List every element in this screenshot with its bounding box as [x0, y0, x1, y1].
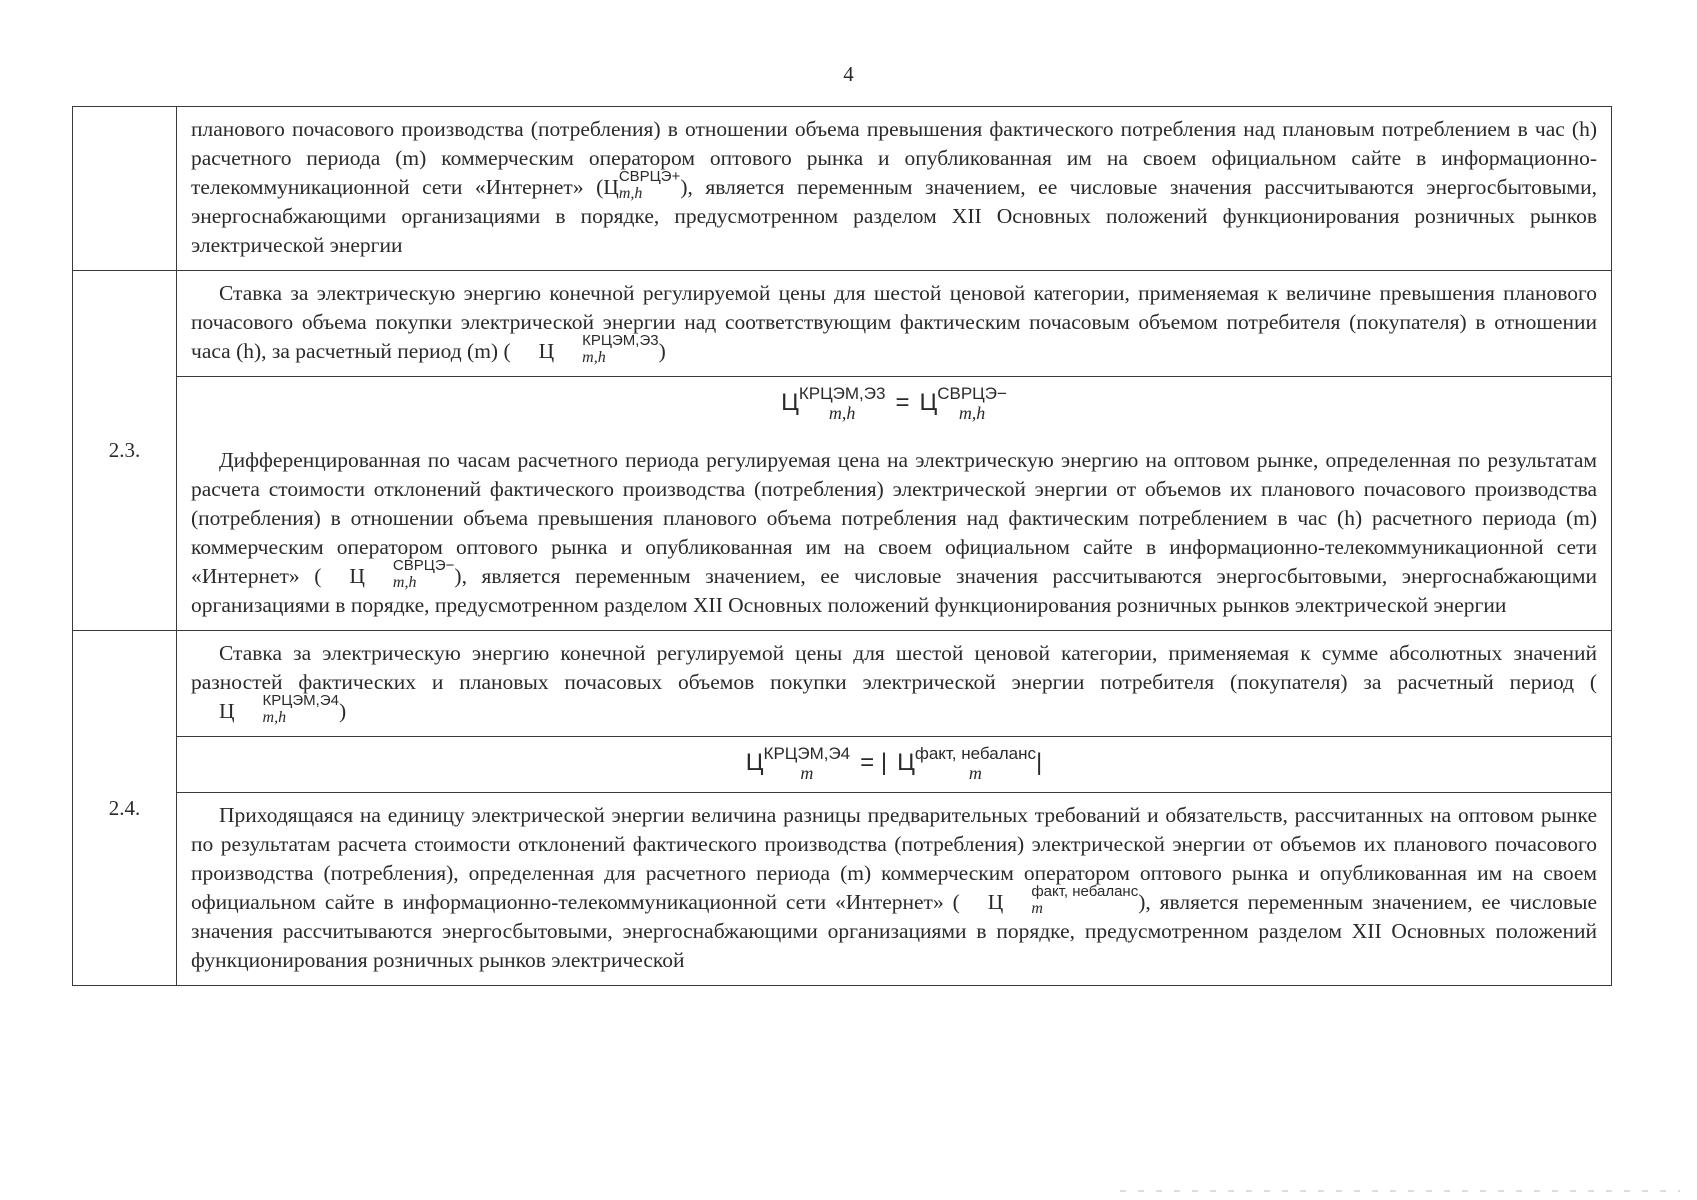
formula-rhs: [897, 744, 1036, 783]
symbol-subscript: m: [800, 763, 814, 783]
symbol-subscript: m,h: [392, 574, 417, 591]
paragraph-text: Дифференцированная по часам расчетного периода регулируемая цена на электрическую энергию на оптовом рынке, определенная по результатам расчета стоимости отклонений фактического производства (потребления) электрической энергии от объемов их планового почасового производства (потребления) в отношении объема превышения планового объема потребления над фактическим потреблением в час (h) расчетного периода (m) коммерческим оператором оптового рынка и опубликованная им на своем официальном сайте в информационно-телекоммуникационной сети «Интернет» (: [191, 448, 1597, 588]
table-row-2-4-definition: [73, 793, 1612, 986]
rate-description-cell: [177, 631, 1612, 737]
rate-paragraph: [191, 279, 1597, 366]
symbol-subscript: m: [968, 763, 982, 783]
scan-artifact: [1120, 1190, 1680, 1192]
formula-lhs: [745, 744, 851, 783]
symbol-base: Ц: [781, 389, 799, 416]
symbol-subscript: m,h: [262, 709, 287, 726]
paragraph-text: ): [338, 699, 347, 723]
table-row-2-3-definition: [73, 432, 1612, 631]
rate-description-cell: [177, 271, 1612, 377]
symbol-base: Ц: [538, 339, 555, 363]
table-row-2-4-formula: [73, 737, 1612, 793]
definition-cell: [177, 432, 1612, 631]
table-row-2-3-formula: [73, 377, 1612, 433]
paragraph-text: Ставка за электрическую энергию конечной регулируемой цены для шестой ценовой категории, применяемая к сумме абсолютных значений разностей фактических и плановых почасовых объемов покупки электрической энергии потребителя (покупателя) за расчетный период (: [191, 641, 1597, 694]
symbol-superscript: СВРЦЭ+: [618, 168, 681, 185]
formula-cell: [177, 737, 1612, 793]
symbol-base: Ц: [603, 175, 619, 199]
price-symbol: [321, 557, 455, 591]
paragraph-text: планового почасового производства (потребления) в отношении объема превышения фактического потребления над плановым потреблением в час (h) расчетного периода (m) коммерческим оператором оптового рынка и опубликованная им на своем официальном сайте в информационно-телекоммуникационной сети «Интернет» (: [191, 117, 1597, 199]
symbol-subscript: m,h: [958, 403, 986, 423]
table-row-2-3-rate: [73, 271, 1612, 377]
symbol-base: Ц: [349, 564, 365, 588]
paragraph-text: Приходящаяся на единицу электрической энергии величина разницы предварительных требований и обязательств, рассчитанных на оптовом рынке по результатам расчета стоимости отклонений фактического производства (потребления) электрической энергии от объемов их планового почасового производства (потребления), определенная для расчетного периода (m) коммерческим оператором оптового рынка и опубликованная им на своем официальном сайте в информационно-телекоммуникационной сети «Интернет» (: [191, 803, 1597, 914]
definition-paragraph: [191, 801, 1597, 975]
row-number-cell: [73, 107, 177, 271]
table-row-2-4-rate: [73, 631, 1612, 737]
paragraph-text: ): [658, 339, 666, 363]
paragraph-text: Ставка за электрическую энергию конечной регулируемой цены для шестой ценовой категории, применяемая к величине превышения планового почасового объема покупки электрической энергии над соответствующим фактическим почасовым объемом потребителя (покупателя) в отношении часа (h), за расчетный период (m) (: [191, 281, 1597, 363]
symbol-base: Ц: [987, 890, 1004, 914]
continuation-paragraph: [191, 115, 1597, 260]
formula-lhs: [781, 384, 886, 423]
continuation-text-cell: [177, 107, 1612, 271]
page-number: 4: [843, 62, 854, 86]
price-symbol: [603, 168, 681, 202]
symbol-superscript: КРЦЭМ,Э4: [763, 744, 851, 763]
symbol-superscript: КРЦЭМ,Э4: [262, 692, 339, 709]
formula-rhs: [919, 384, 1007, 423]
symbol-base: Ц: [919, 389, 938, 416]
symbol-superscript: факт, небаланс: [1031, 883, 1139, 900]
symbol-superscript: СВРЦЭ−: [937, 384, 1007, 403]
equals-sign: = |: [860, 749, 888, 776]
symbol-base: Ц: [897, 749, 915, 776]
table-row-continuation: [73, 107, 1612, 271]
symbol-base: Ц: [745, 749, 764, 776]
row-number-2-4: 2.4.: [73, 631, 177, 986]
symbol-base: Ц: [219, 699, 235, 723]
symbol-subscript: m,h: [582, 349, 606, 366]
price-symbol: [960, 883, 1139, 917]
absolute-value-bar: |: [1035, 749, 1043, 776]
symbol-subscript: m: [1031, 900, 1043, 917]
definition-paragraph: [191, 446, 1597, 620]
row-number-2-3: 2.3.: [73, 271, 177, 631]
paragraph-text: ), является переменным значением, ее числовые значения рассчитываются энергосбытовыми, энергоснабжающими организациями в порядке, предусмотренном разделом XII Основных положений функционирования розничных рынков электрической энергии: [191, 175, 1597, 257]
price-symbol: [511, 332, 659, 366]
symbol-superscript: СВРЦЭ−: [392, 557, 455, 574]
formula-cell: [177, 377, 1612, 433]
symbol-superscript: КРЦЭМ,Э3: [582, 332, 659, 349]
regulation-table: [72, 106, 1612, 986]
symbol-subscript: m,h: [618, 185, 643, 202]
paragraph-text: ), является переменным значением, ее числовые значения рассчитываются энергосбытовыми, энергоснабжающими организациями в порядке, предусмотренном разделом XII Основных положений функционирования розничных рынков электрической: [191, 890, 1597, 972]
equals-sign: =: [895, 389, 910, 416]
rate-paragraph: [191, 639, 1597, 726]
paragraph-text: ), является переменным значением, ее числовые значения рассчитываются энергосбытовыми, энергоснабжающими организациями в порядке, предусмотренном разделом XII Основных положений функционирования розничных рынков электрической энергии: [191, 564, 1597, 617]
symbol-superscript: факт, небаланс: [914, 744, 1036, 763]
price-symbol: [191, 692, 339, 726]
symbol-superscript: КРЦЭМ,Э3: [798, 384, 886, 403]
symbol-subscript: m,h: [828, 403, 856, 423]
definition-cell: [177, 793, 1612, 986]
